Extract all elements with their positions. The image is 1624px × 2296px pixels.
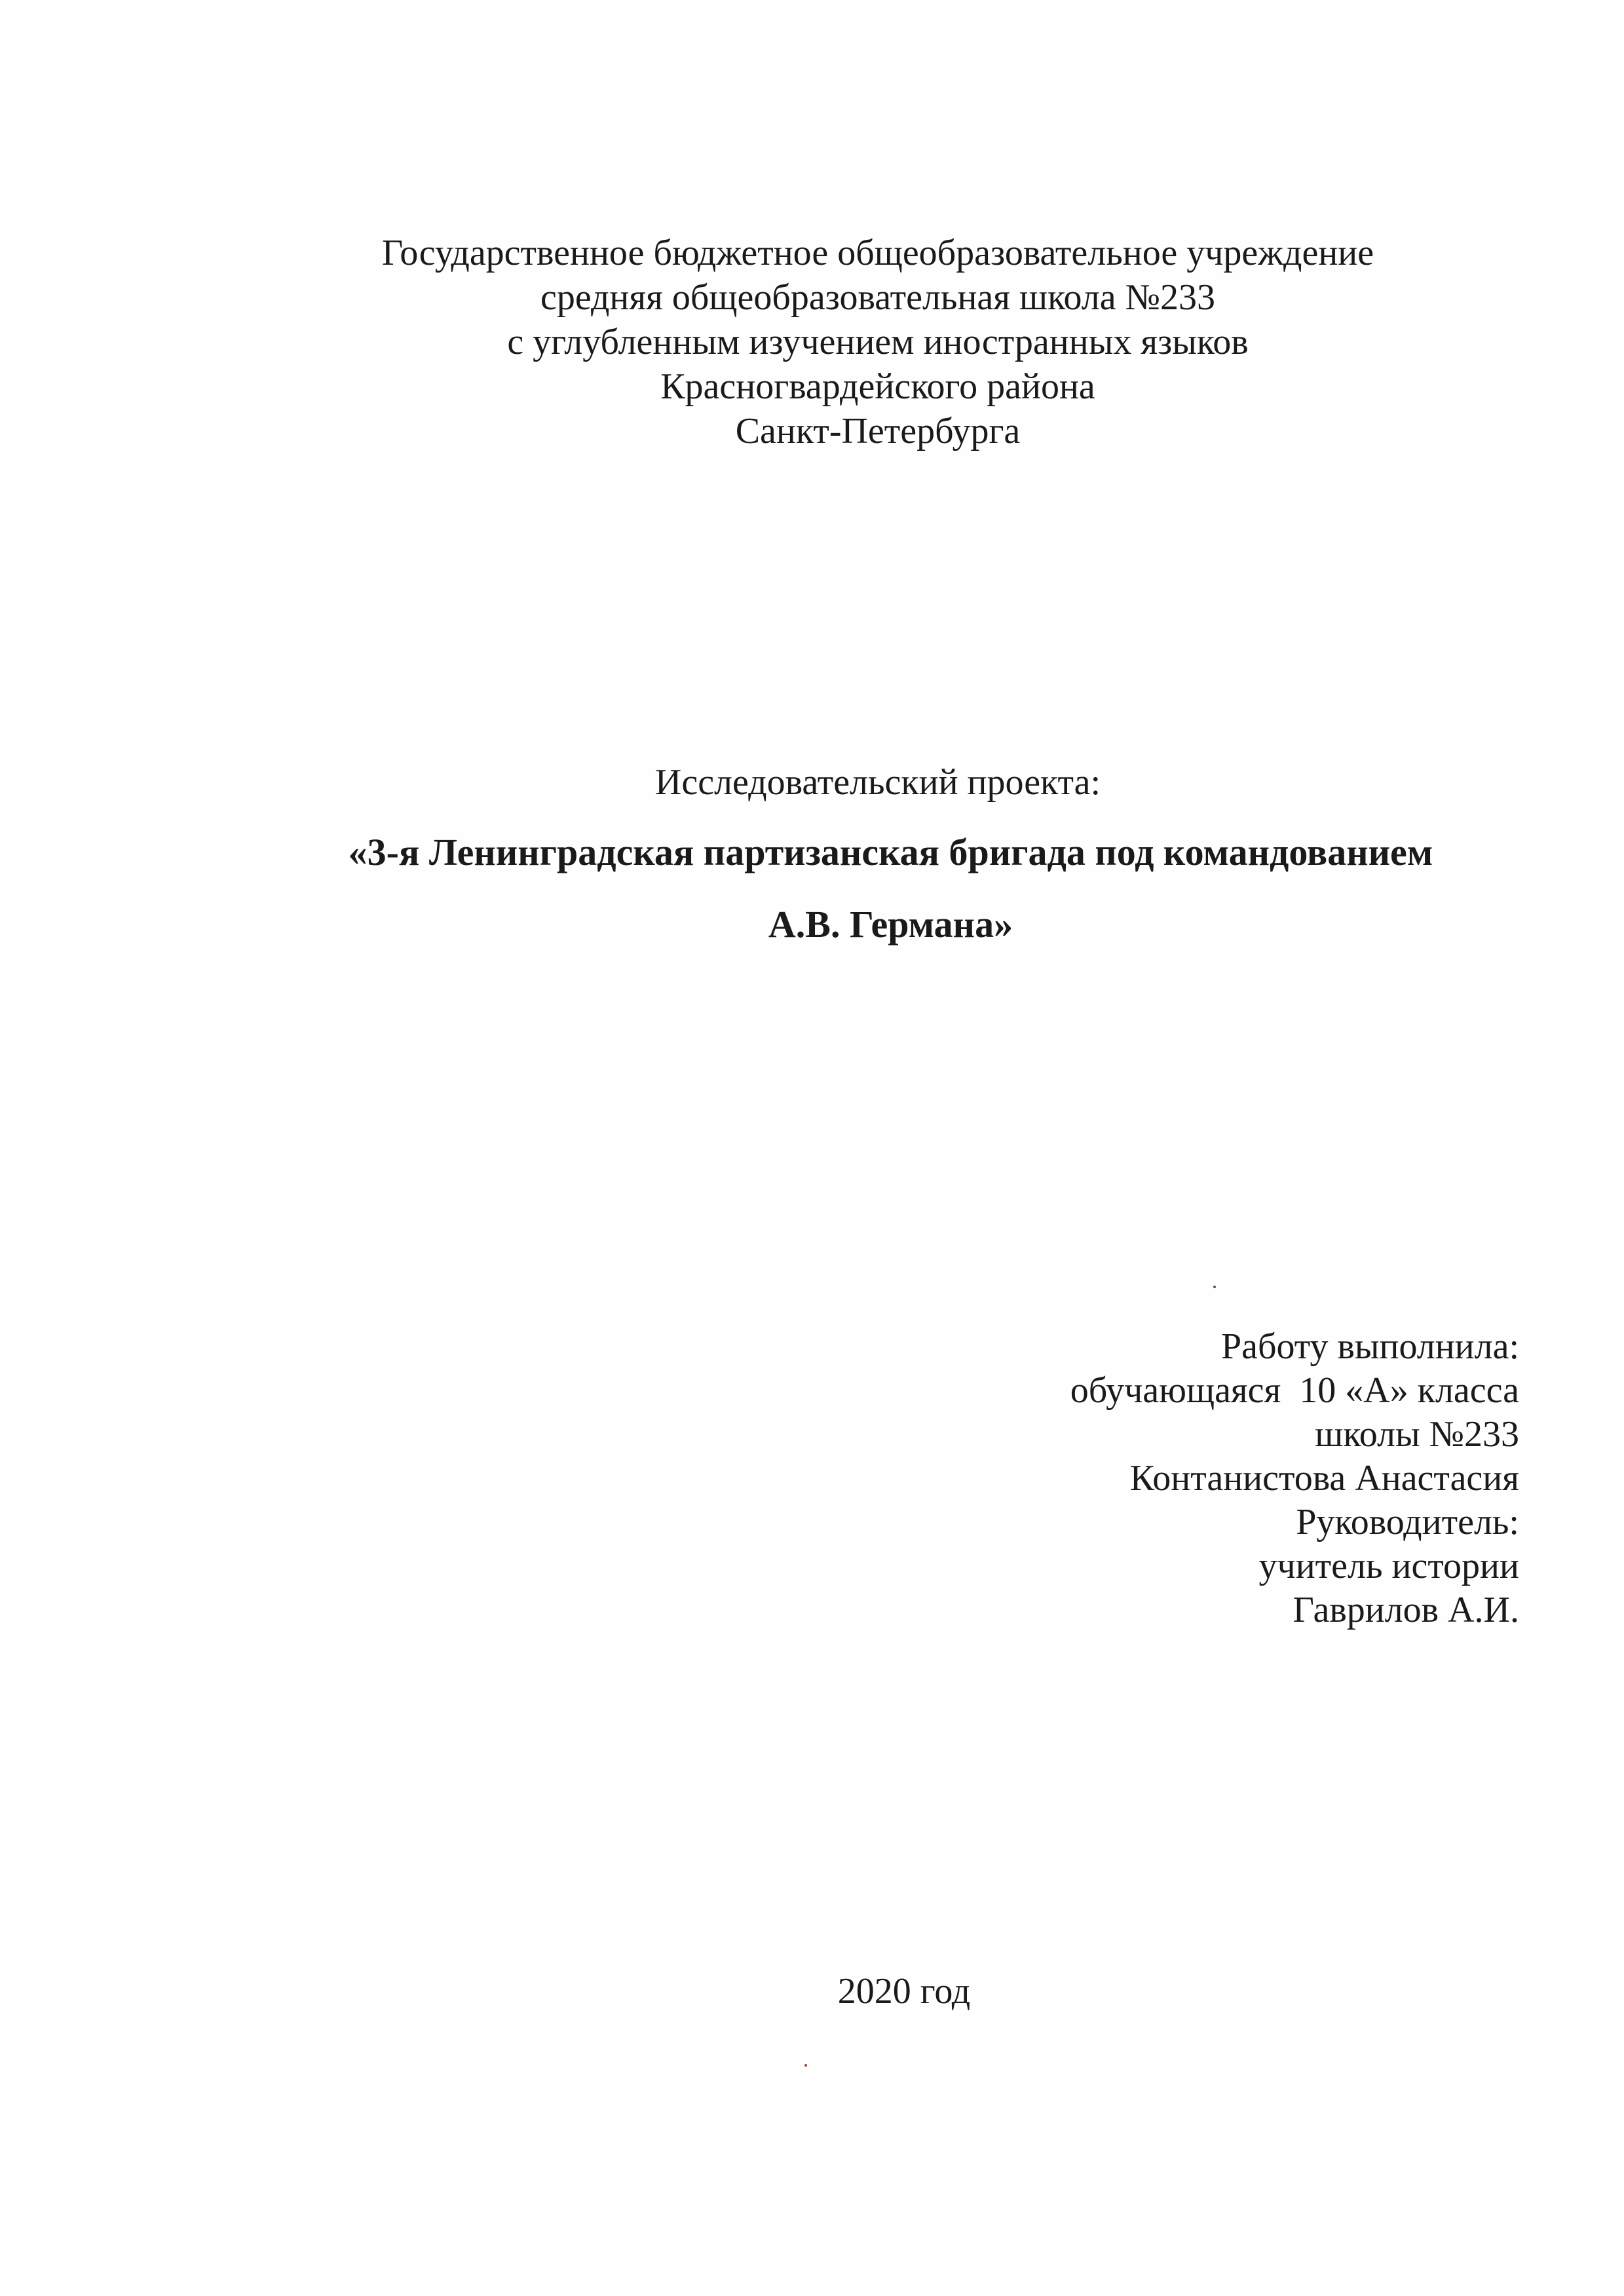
institution-line: Государственное бюджетное общеобразовательное учреждение bbox=[381, 233, 1374, 273]
author-line: обучающаяся 10 «А» класса bbox=[1070, 1370, 1519, 1411]
supervisor-line: Руководитель: bbox=[1296, 1502, 1519, 1542]
supervisor-line: Гаврилов А.И. bbox=[1293, 1590, 1519, 1630]
institution-line: Санкт-Петербурга bbox=[735, 411, 1021, 451]
author-line: Контанистова Анастасия bbox=[1129, 1458, 1519, 1499]
institution-line: Красногвардейского района bbox=[660, 366, 1095, 407]
scan-speck bbox=[804, 2064, 807, 2067]
author-line: школы №233 bbox=[1315, 1414, 1519, 1455]
institution-line: с углубленным изучением иностранных языков bbox=[507, 322, 1249, 362]
supervisor-line: учитель истории bbox=[1258, 1546, 1519, 1586]
institution-header bbox=[223, 231, 1533, 453]
project-type-label: Исследовательский проекта: bbox=[654, 762, 1101, 803]
project-title-line-2: А.В. Германа» bbox=[768, 903, 1013, 946]
year-label: 2020 год bbox=[837, 1971, 971, 2012]
scan-speck bbox=[1213, 1286, 1216, 1288]
project-title-line-1: «3-я Ленинградская партизанская бригада под командованием bbox=[348, 831, 1433, 873]
author-line: Работу выполнила: bbox=[1220, 1326, 1519, 1367]
author-info bbox=[864, 1325, 1519, 1632]
institution-line: средняя общеобразовательная школа №233 bbox=[540, 277, 1216, 318]
